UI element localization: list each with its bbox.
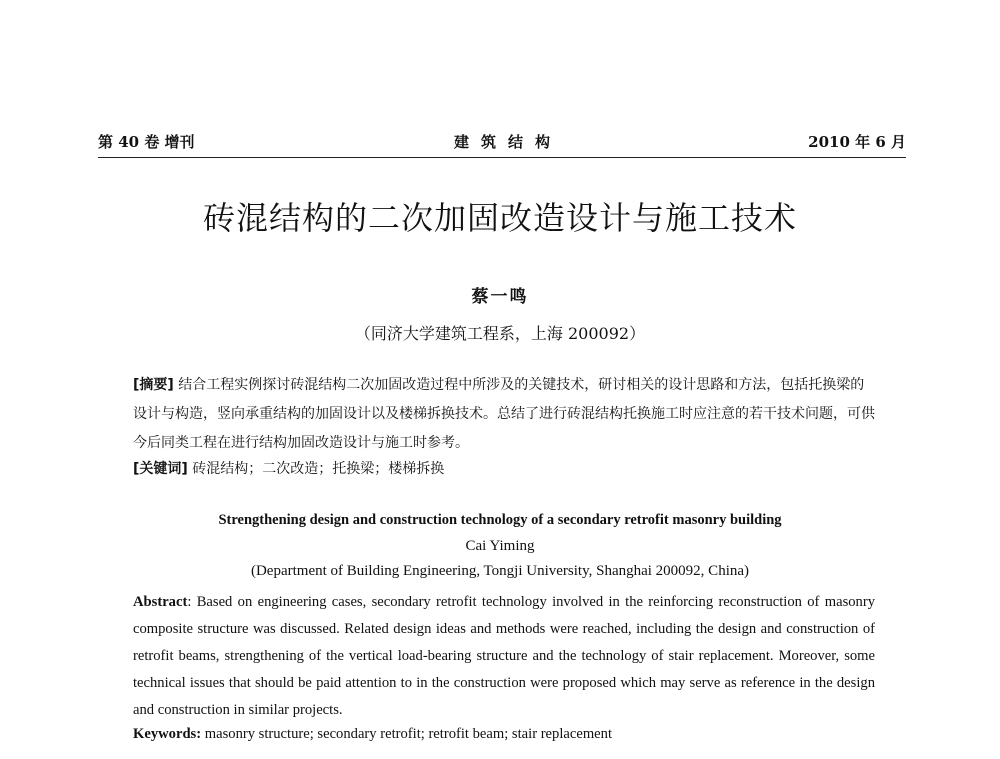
- keywords-en-text: masonry structure; secondary retrofit; retrofit beam; stair replacement: [201, 726, 613, 742]
- abstract-cn-label: [摘要]: [133, 377, 174, 393]
- keywords-cn-text: 砖混结构；二次改造；托换梁；楼梯拆换: [192, 461, 445, 477]
- abstract-en: [133, 589, 875, 724]
- publication-date: 2010 年 6 月: [808, 133, 906, 151]
- running-header: [98, 131, 906, 157]
- abstract-cn-text: 结合工程实例探讨砖混结构二次加固改造过程中所涉及的关键技术，研讨相关的设计思路和方法，包括托换梁的设计与构造，竖向承重结构的加固设计以及楼梯拆换技术。总结了进行砖混结构托换施工时应注意的若干技术问题，可供今后同类工程在进行结构加固改造设计与施工时参考。: [133, 377, 875, 451]
- affiliation-en: (Department of Building Engineering, Tongji University, Shanghai 200092, China): [250, 563, 750, 579]
- keywords-en: [133, 726, 875, 743]
- journal-name: 建筑结构: [453, 133, 562, 151]
- author-name-cn: 蔡一鸣: [471, 287, 529, 307]
- affiliation-cn: （同济大学建筑工程系，上海 200092）: [354, 324, 646, 343]
- paper-title-cn: 砖混结构的二次加固改造设计与施工技术: [202, 199, 797, 237]
- keywords-cn: [133, 458, 875, 480]
- header-rule: [98, 157, 906, 158]
- paper-title-en: Strengthening design and construction technology of a secondary retrofit masonry building: [218, 512, 782, 528]
- abstract-cn: [133, 371, 875, 458]
- keywords-cn-label: [关键词]: [133, 461, 188, 477]
- keywords-en-label: Keywords:: [133, 726, 202, 742]
- abstract-en-label: Abstract: [133, 594, 188, 610]
- volume-issue: 第 40 卷 增刊: [98, 133, 195, 151]
- author-name-en: Cai Yiming: [465, 538, 535, 554]
- abstract-en-text: : Based on engineering cases, secondary retrofit technology involved in the reinforcing reconstruction of masonry composite structure was discussed. Related design ideas and methods were reached, including the design and construction of retrofit beams, strengthening of the vertical load-bearing structure and the technology of stair replacement. Moreover, some technical issues that should be paid attention to in the construction were proposed which may serve as reference in the design and construction in similar projects.: [133, 594, 875, 718]
